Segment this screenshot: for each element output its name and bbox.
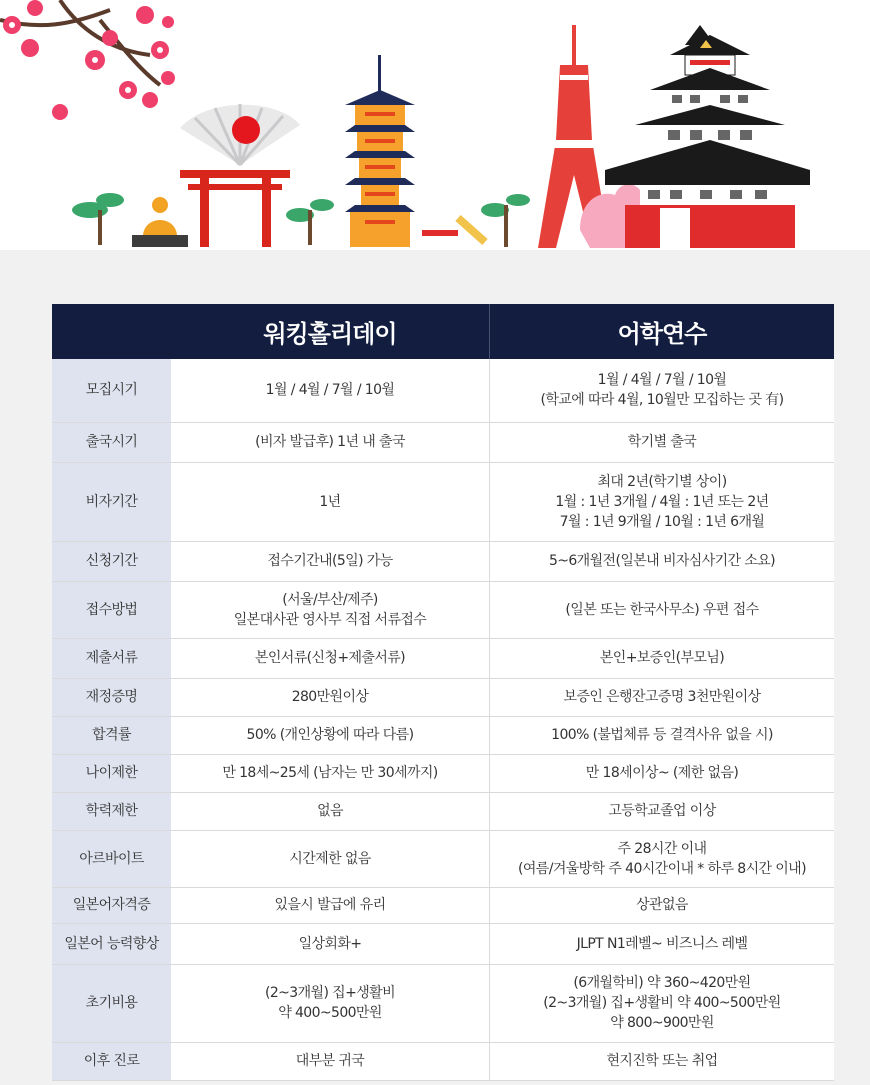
cherry-blossom-branch	[0, 0, 175, 120]
buddha-statue	[132, 197, 188, 247]
row-label: 합격률	[52, 716, 171, 754]
working-holiday-cell	[171, 359, 490, 422]
row-label: 학력제한	[52, 792, 171, 830]
cell-text-line: 1월 : 1년 3개월 / 4월 : 1년 또는 2년	[555, 493, 769, 510]
sushi	[422, 218, 485, 242]
cell-text-line: 약 400~500만원	[278, 1005, 382, 1021]
header-blank	[52, 304, 171, 359]
table-row	[52, 581, 834, 638]
cell-text-line: 280만원이상	[291, 689, 369, 705]
language-study-cell	[490, 462, 835, 541]
language-study-cell	[490, 638, 835, 678]
row-label: 비자기간	[52, 462, 171, 541]
language-study-cell	[490, 830, 835, 887]
table-row	[52, 638, 834, 678]
comparison-table	[52, 304, 834, 1081]
japanese-castle	[605, 25, 810, 248]
cell-text-line: 현지진학 또는 취업	[606, 1053, 718, 1069]
language-study-cell	[490, 678, 835, 716]
comparison-table-wrapper	[52, 304, 827, 1081]
cell-text-line: (일본 또는 한국사무소) 우편 접수	[565, 601, 759, 618]
cell-text-line: 1월 / 4월 / 7월 / 10월	[597, 372, 727, 389]
row-label: 일본어 능력향상	[52, 923, 171, 964]
cell-text-line: 있을시 발급에 유리	[274, 897, 386, 913]
working-holiday-cell	[171, 462, 490, 541]
working-holiday-cell	[171, 678, 490, 716]
table-row	[52, 422, 834, 462]
cell-text-line: (여름/겨울방학 주 40시간이내 * 하루 8시간 이내)	[518, 860, 806, 877]
cell-text-line: 대부분 귀국	[295, 1053, 365, 1069]
banner-illustration	[0, 0, 870, 250]
japan-landmarks-illustration	[0, 0, 870, 250]
table-row	[52, 792, 834, 830]
cell-text-line: 시간제한 없음	[289, 850, 371, 867]
working-holiday-cell	[171, 716, 490, 754]
row-label: 이후 진로	[52, 1042, 171, 1080]
row-label: 제출서류	[52, 638, 171, 678]
language-study-cell	[490, 964, 835, 1042]
table-row	[52, 359, 834, 422]
row-label: 일본어자격증	[52, 887, 171, 923]
table-row	[52, 830, 834, 887]
header-language-study: 어학연수	[490, 304, 835, 359]
cell-text-line: 없음	[317, 803, 343, 819]
cell-text-line: 접수기간내(5일) 가능	[267, 553, 393, 569]
cell-text-line: 고등학교졸업 이상	[608, 803, 716, 819]
cell-text-line: 학기별 출국	[627, 434, 697, 450]
table-body	[52, 359, 834, 1080]
table-row	[52, 462, 834, 541]
working-holiday-cell	[171, 1042, 490, 1080]
cell-text-line: 일상회화+	[298, 935, 362, 952]
cell-text-line: 5~6개월전(일본내 비자심사기간 소요)	[548, 553, 776, 569]
cell-text-line: 1월 / 4월 / 7월 / 10월	[265, 382, 395, 399]
cell-text-line: 만 18세이상~ (제한 없음)	[585, 765, 739, 781]
cell-text-line: 본인서류(신청+제출서류)	[254, 650, 406, 666]
pagoda	[345, 55, 415, 247]
row-label: 초기비용	[52, 964, 171, 1042]
cell-text-line: JLPT N1레벨~ 비즈니스 레벨	[576, 935, 748, 952]
cell-text-line: (2~3개월) 집+생활비	[265, 985, 395, 1001]
language-study-cell	[490, 792, 835, 830]
table-row	[52, 923, 834, 964]
row-label: 출국시기	[52, 422, 171, 462]
language-study-cell	[490, 887, 835, 923]
language-study-cell	[490, 422, 835, 462]
row-label: 신청기간	[52, 541, 171, 581]
cell-text-line: 약 800~900만원	[610, 1015, 714, 1031]
working-holiday-cell	[171, 964, 490, 1042]
table-row	[52, 887, 834, 923]
cell-text-line: (학교에 따라 4월, 10월만 모집하는 곳 有)	[540, 392, 784, 409]
working-holiday-cell	[171, 638, 490, 678]
table-header-row	[52, 304, 834, 359]
cell-text-line: 주 28시간 이내	[617, 840, 707, 857]
cell-text-line: 일본대사관 영사부 직접 서류접수	[233, 611, 427, 628]
language-study-cell	[490, 923, 835, 964]
row-label: 나이제한	[52, 754, 171, 792]
cell-text-line: 상관없음	[636, 897, 688, 913]
cell-text-line: (6개월학비) 약 360~420만원	[573, 975, 751, 991]
row-label: 모집시기	[52, 359, 171, 422]
cell-text-line: 본인+보증인(부모님)	[599, 650, 725, 666]
row-label: 접수방법	[52, 581, 171, 638]
working-holiday-cell	[171, 754, 490, 792]
language-study-cell	[490, 541, 835, 581]
torii-gate	[180, 170, 290, 247]
cell-text-line: 보증인 은행잔고증명 3천만원이상	[563, 689, 761, 705]
working-holiday-cell	[171, 581, 490, 638]
table-row	[52, 541, 834, 581]
cell-text-line: 100% (불법체류 등 결격사유 없을 시)	[551, 727, 773, 743]
cell-text-line: (비자 발급후) 1년 내 출국	[255, 434, 405, 450]
row-label: 재정증명	[52, 678, 171, 716]
cell-text-line: 7월 : 1년 9개월 / 10월 : 1년 6개월	[559, 513, 765, 530]
working-holiday-cell	[171, 792, 490, 830]
cell-text-line: 최대 2년(학기별 상이)	[597, 473, 727, 490]
cell-text-line: 50% (개인상황에 따라 다름)	[246, 727, 414, 743]
language-study-cell	[490, 359, 835, 422]
table-row	[52, 1042, 834, 1080]
folding-fan	[180, 104, 300, 165]
row-label: 아르바이트	[52, 830, 171, 887]
table-row	[52, 716, 834, 754]
cell-text-line: 만 18세~25세 (남자는 만 30세까지)	[222, 765, 438, 781]
working-holiday-cell	[171, 923, 490, 964]
table-row	[52, 754, 834, 792]
table-row	[52, 678, 834, 716]
cell-text-line: (서울/부산/제주)	[282, 591, 378, 608]
cell-text-line: (2~3개월) 집+생활비 약 400~500만원	[543, 995, 781, 1011]
table-row	[52, 964, 834, 1042]
cell-text-line: 1년	[319, 493, 341, 510]
language-study-cell	[490, 1042, 835, 1080]
header-working-holiday: 워킹홀리데이	[171, 304, 490, 359]
working-holiday-cell	[171, 541, 490, 581]
language-study-cell	[490, 754, 835, 792]
working-holiday-cell	[171, 422, 490, 462]
working-holiday-cell	[171, 830, 490, 887]
working-holiday-cell	[171, 887, 490, 923]
language-study-cell	[490, 716, 835, 754]
language-study-cell	[490, 581, 835, 638]
